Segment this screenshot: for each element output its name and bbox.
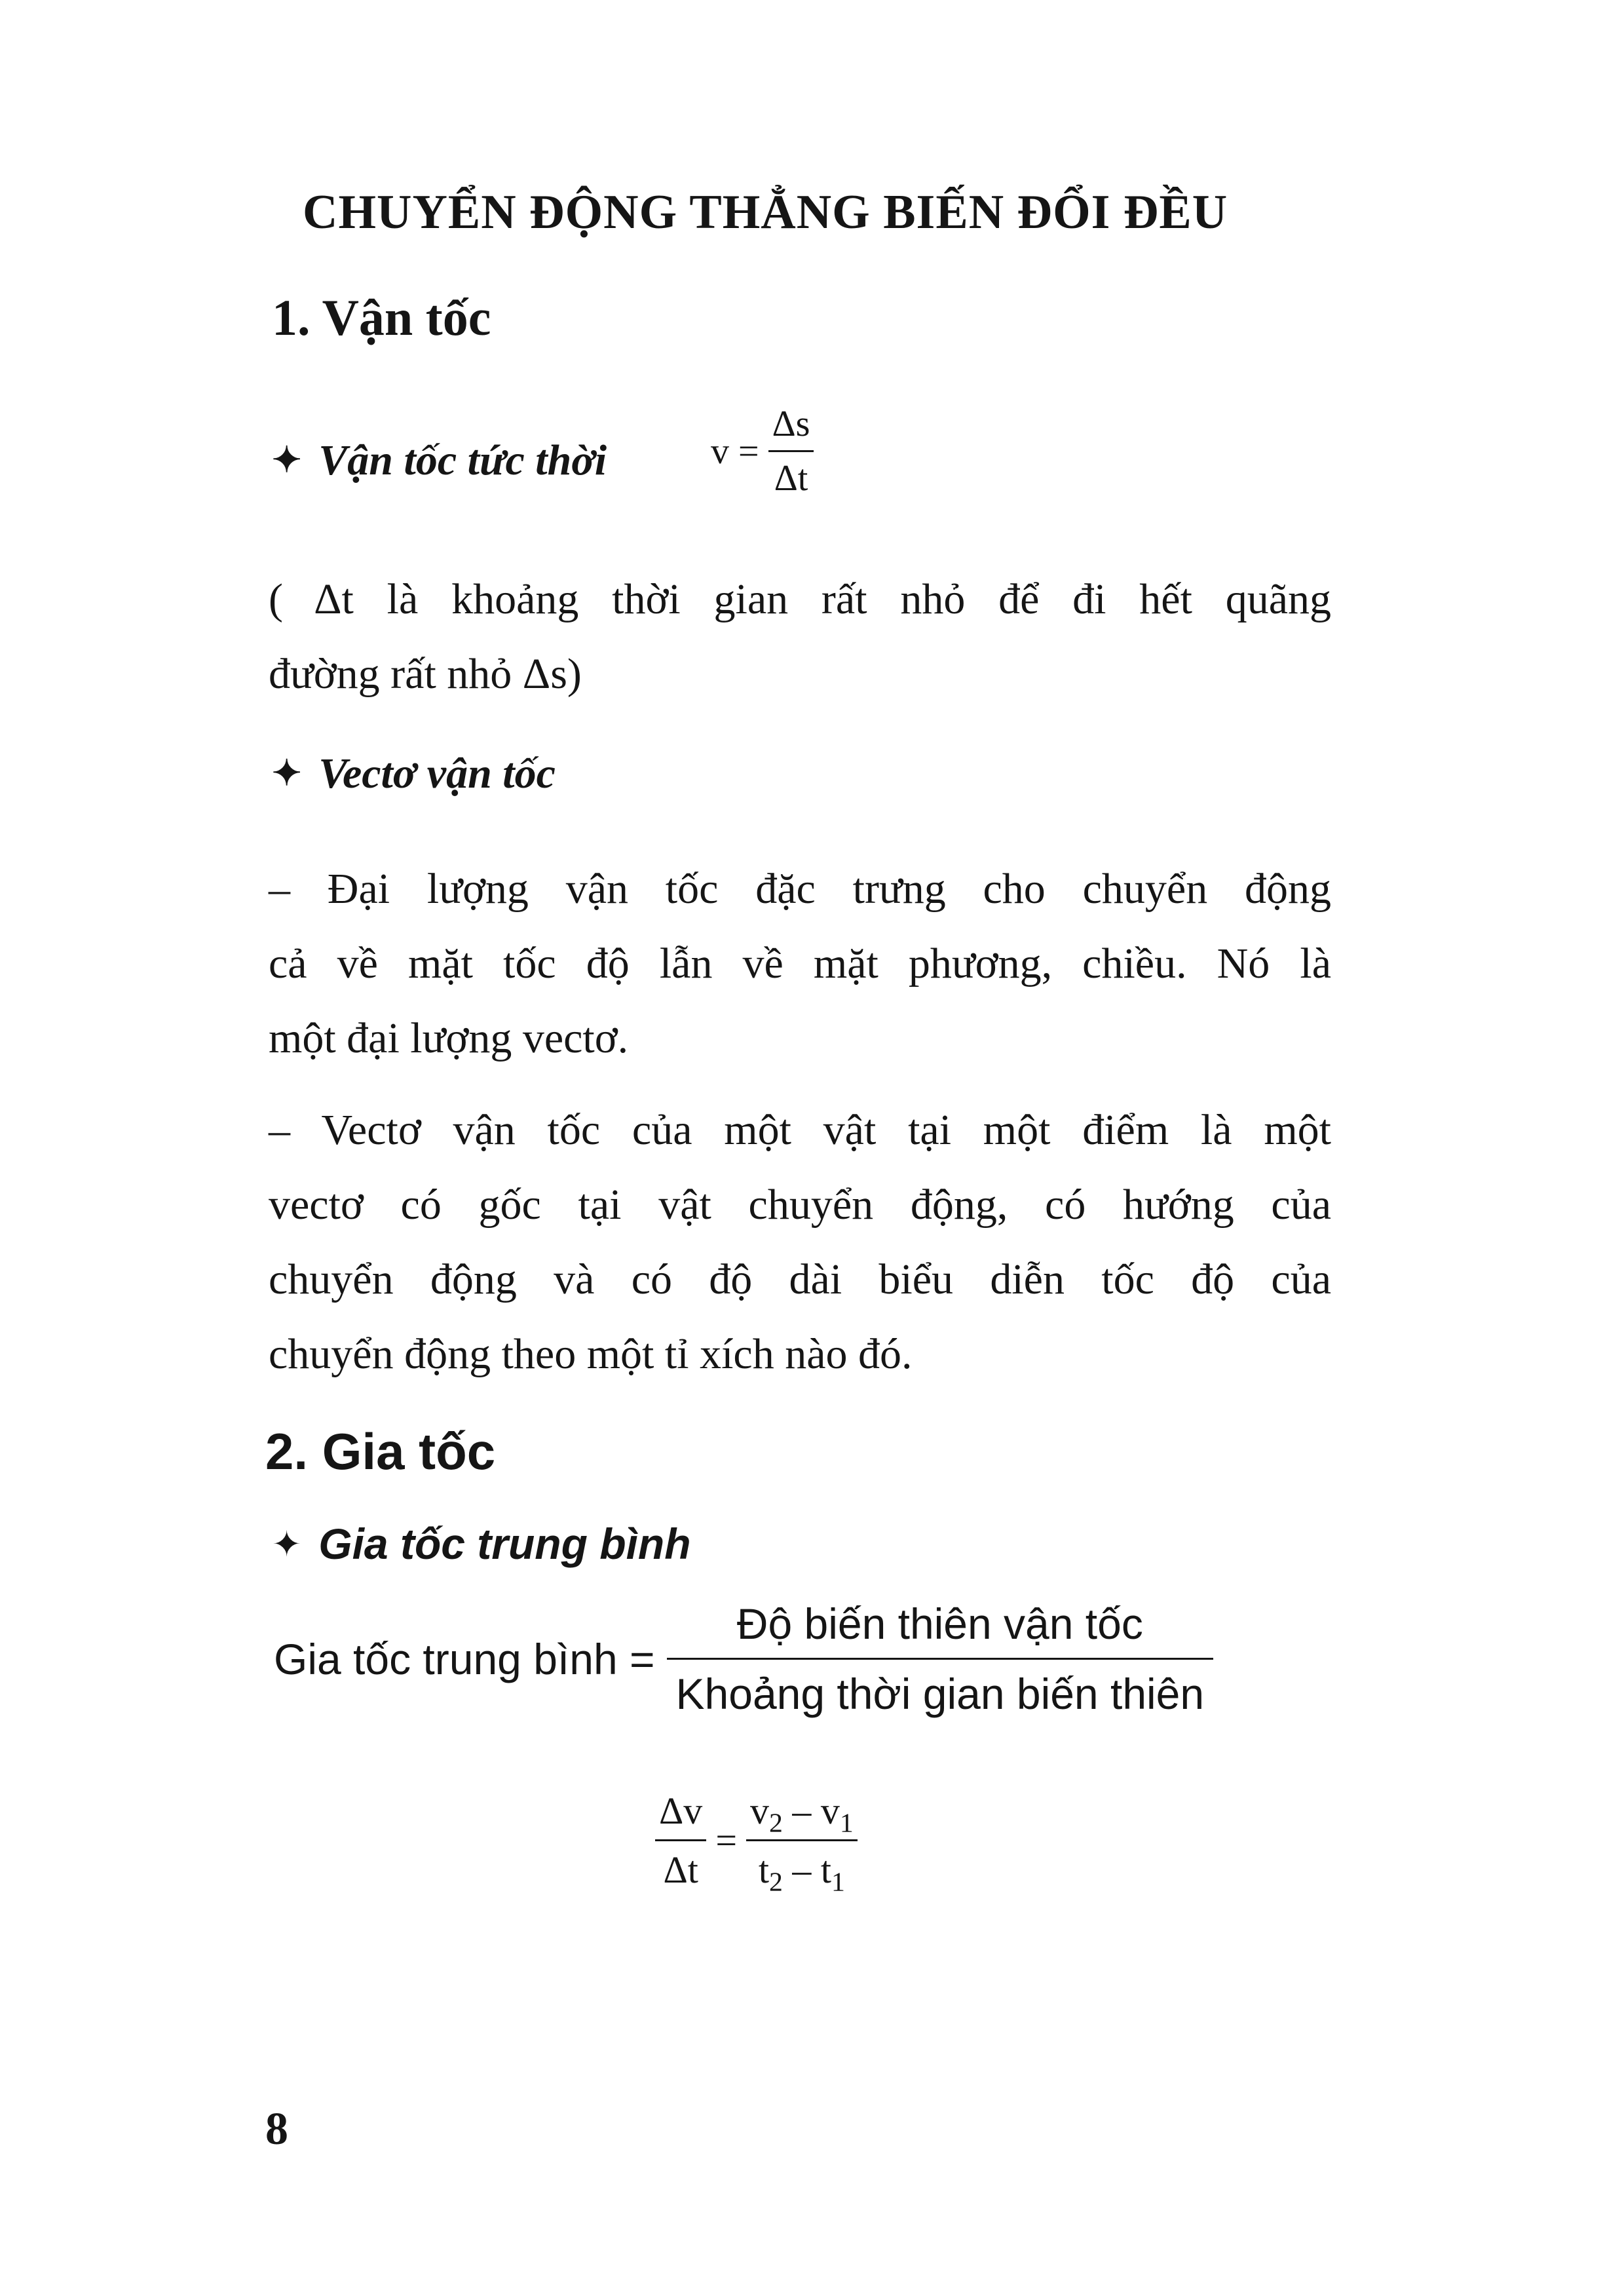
bullet-label: Vectơ vận tốc — [318, 750, 556, 797]
fraction-delta — [655, 1789, 706, 1892]
fraction-bar — [655, 1839, 706, 1841]
formula-instant-velocity — [711, 403, 814, 499]
bullet-diamond-icon: ✦ — [272, 1525, 302, 1564]
note-paragraph — [269, 562, 1331, 712]
text-line: chuyển động theo một tỉ xích nào đó. — [269, 1330, 913, 1378]
page-number: 8 — [265, 2104, 288, 2154]
text-line: vectơ có gốc tại vật chuyển động, có hướng của — [269, 1181, 1331, 1229]
fraction-bar — [746, 1839, 858, 1841]
page-title: CHUYỂN ĐỘNG THẲNG BIẾN ĐỔI ĐỀU — [303, 185, 1228, 239]
section-heading-velocity: 1. Vận tốc — [272, 289, 491, 346]
text-line: ( Δt là khoảng thời gian rất nhỏ để đi hết quãng — [269, 575, 1331, 623]
text-line: cả về mặt tốc độ lẫn về mặt phương, chiều. Nó là — [269, 940, 1331, 987]
formula-lhs: v = — [711, 430, 759, 472]
subscript: 2 — [769, 1808, 783, 1839]
fraction — [768, 403, 814, 499]
bullet-diamond-icon: ✦ — [272, 440, 302, 480]
fraction-difference — [746, 1789, 858, 1898]
section-heading-acceleration: 2. Gia tốc — [265, 1423, 496, 1480]
fraction-denominator: Δt — [774, 458, 808, 499]
fraction-denominator — [755, 1848, 849, 1898]
paragraph-velocity-quantity — [269, 852, 1331, 1076]
bullet-diamond-icon: ✦ — [272, 754, 302, 793]
fraction — [667, 1599, 1214, 1719]
fraction-numerator: Δs — [772, 404, 810, 444]
bullet-velocity-vector — [272, 749, 556, 799]
bullet-instant-velocity — [272, 436, 607, 486]
subscript: 1 — [831, 1867, 845, 1898]
text-line: đường rất nhỏ Δs) — [269, 650, 582, 698]
formula-delta-acceleration — [655, 1789, 858, 1898]
formula-average-acceleration — [274, 1599, 1213, 1719]
paragraph-velocity-vector — [269, 1093, 1331, 1392]
minus-t: – t — [782, 1848, 832, 1891]
bullet-average-acceleration — [272, 1519, 691, 1569]
fraction-denominator: Δt — [663, 1848, 698, 1891]
equals-sign: = — [715, 1819, 738, 1862]
subscript: 2 — [769, 1867, 783, 1898]
fraction-numerator — [746, 1789, 858, 1839]
var-t: t — [758, 1848, 770, 1891]
fraction-bar — [768, 450, 814, 452]
text-line: – Vectơ vận tốc của một vật tại một điểm là một — [269, 1106, 1331, 1154]
var-v: v — [750, 1789, 770, 1832]
bullet-label: Gia tốc trung bình — [318, 1520, 691, 1568]
text-line: – Đại lượng vận tốc đặc trưng cho chuyển động — [269, 865, 1331, 913]
text-line: chuyển động và có độ dài biểu diễn tốc độ của — [269, 1255, 1331, 1303]
fraction-bar — [667, 1658, 1214, 1660]
bullet-label: Vận tốc tức thời — [318, 436, 607, 484]
subscript: 1 — [839, 1808, 854, 1839]
minus-v: – v — [782, 1789, 840, 1832]
fraction-denominator: Khoảng thời gian biến thiên — [675, 1670, 1205, 1718]
fraction-numerator: Δv — [659, 1789, 703, 1832]
fraction-numerator: Độ biến thiên vận tốc — [736, 1599, 1143, 1648]
text-line: một đại lượng vectơ. — [269, 1014, 629, 1062]
formula-lhs: Gia tốc trung bình = — [274, 1634, 655, 1683]
